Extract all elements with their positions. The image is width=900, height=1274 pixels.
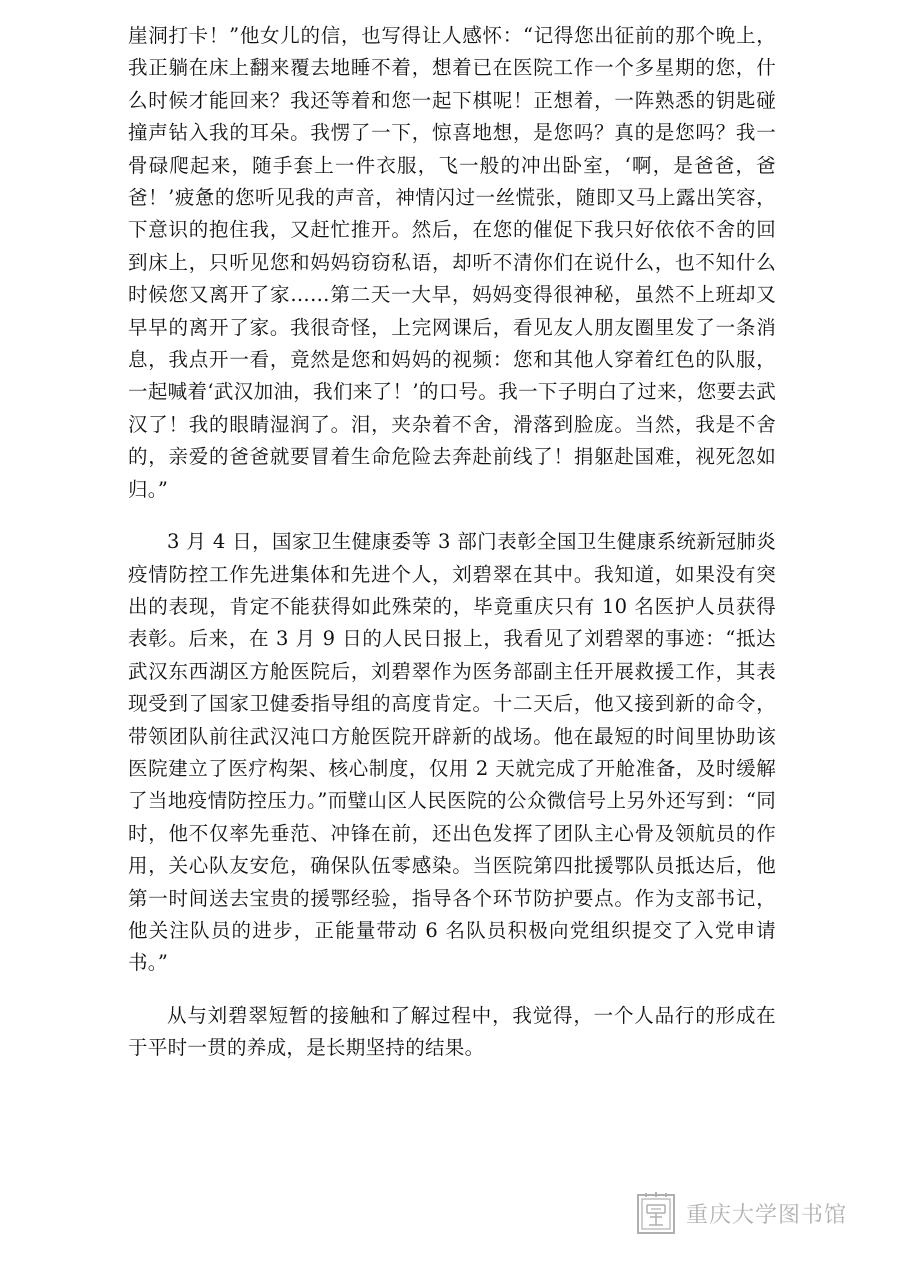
paragraph-letter-quote: 崖洞打卡！”他女儿的信，也写得让人感怀：“记得您出征前的那个晚上，我正躺在床上翻来覆去地睡不着，想着已在医院工作一个多星期的您，什么时候才能回来？我还等着和您一起下棋呢！正想着，一阵熟悉的钥匙碰撞声钻入我的耳朵。我愣了一下，惊喜地想，是您吗？真的是您吗？我一骨碌爬起来，随手套上一件衣服，飞一般的冲出卧室，‘啊，是爸爸，爸爸！’疲惫的您听见我的声音，神情闪过一丝慌张，随即又马上露出笑容，下意识的抱住我，又赶忙推开。然后，在您的催促下我只好依依不舍的回到床上，只听见您和妈妈窃窃私语，却听不清你们在说什么，也不知什么时候您又离开了家……第二天一大早，妈妈变得很神秘，虽然不上班却又早早的离开了家。我很奇怪，上完网课后，看见友人朋友圈里发了一条消息，我点开一看，竟然是您和妈妈的视频：您和其他人穿着红色的队服，一起喊着‘武汉加油，我们来了！’的口号。我一下子明白了过来，您要去武汉了！我的眼睛湿润了。泪，夹杂着不舍，滑落到脸庞。当然，我是不舍的，亲爱的爸爸就要冒着生命危险去奔赴前线了！捐躯赴国难，视死忽如归。” [128, 24, 776, 501]
paragraph-conclusion: 从与刘碧翠短暂的接触和了解过程中，我觉得，一个人品行的形成在于平时一贯的养成，是长期坚持的结果。 [128, 1003, 776, 1060]
library-seal-icon [636, 1191, 676, 1235]
paragraph-commendation: 3 月 4 日，国家卫生健康委等 3 部门表彰全国卫生健康系统新冠肺炎疫情防控工作先进集体和先进个人，刘碧翠在其中。我知道，如果没有突出的表现，肯定不能获得如此殊荣的，毕竟重庆只有 10 名医护人员获得表彰。后来，在 3 月 9 日的人民日报上，我看见了刘碧翠的事迹：“抵达武汉东西湖区方舱医院后，刘碧翠作为医务部副主任开展救援工作，其表现受到了国家卫健委指导组的高度肯定。十二天后，他又接到新的命令，带领团队前往武汉沌口方舱医院开辟新的战场。他在最短的时间里协助该医院建立了医疗构架、核心制度，仅用 2 天就完成了开舱准备，及时缓解了当地疫情防控压力。”而璧山区人民医院的公众微信号上另外还写到：“同时，他不仅率先垂范、冲锋在前，还出色发挥了团队主心骨及领航员的作用，关心队友安危，确保队伍零感染。当医院第四批援鄂队员抵达后，他第一时间送去宝贵的援鄂经验，指导各个环节防护要点。作为支部书记，他关注队员的进步，正能量带动 6 名队员积极向党组织提交了入党申请书。” [128, 530, 776, 975]
watermark-text: 重庆大学图书馆 [686, 1202, 848, 1228]
library-watermark [636, 1190, 876, 1236]
document-body [128, 20, 776, 1085]
